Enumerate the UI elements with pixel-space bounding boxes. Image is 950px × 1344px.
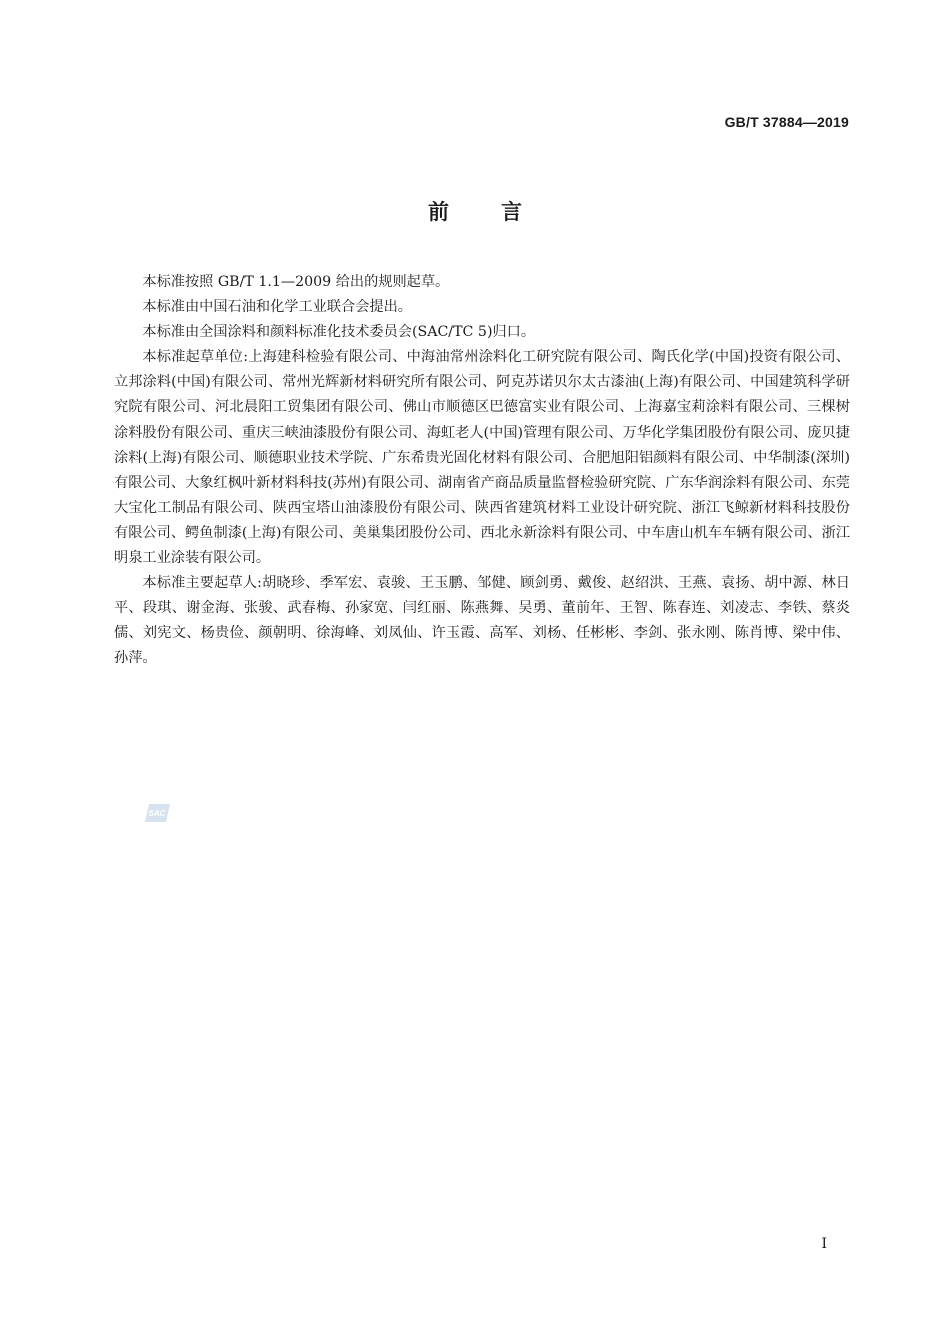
page-number: I bbox=[821, 1236, 827, 1252]
title-char-1: 前 bbox=[428, 200, 449, 224]
foreword-body bbox=[114, 270, 850, 672]
paragraph-proposer: 本标准由中国石油和化学工业联合会提出。 bbox=[142, 299, 412, 316]
sac-logo-watermark-icon bbox=[145, 802, 170, 824]
paragraph-drafting-units: 本标准起草单位:上海建科检验有限公司、中海油常州涂料化工研究院有限公司、陶氏化学(中国)投资有限公司、立邦涂料(中国)有限公司、常州光辉新材料研究所有限公司、阿克苏诺贝尔太古漆油(上海)有限公司、中国建筑科学研究院有限公司、河北晨阳工贸集团有限公司、佛山市顺德区巴德富实业有限公司、上海嘉宝莉涂料有限公司、三棵树涂料股份有限公司、重庆三峡油漆股份有限公司、海虹老人(中国)管理有限公司、万华化学集团股份有限公司、庞贝捷涂料(上海)有限公司、顺德职业技术学院、广东希贵光固化材料有限公司、合肥旭阳铝颜料有限公司、中华制漆(深圳)有限公司、大象红枫叶新材料科技(苏州)有限公司、湖南省产商品质量监督检验研究院、广东华润涂料有限公司、东莞大宝化工制品有限公司、陕西宝塔山油漆股份有限公司、陕西省建筑材料工业设计研究院、浙江飞鲸新材料科技股份有限公司、鳄鱼制漆(上海)有限公司、美巢集团股份公司、西北永新涂料有限公司、中车唐山机车车辆有限公司、浙江明泉工业涂装有限公司。 bbox=[114, 349, 850, 567]
page-title bbox=[0, 196, 950, 226]
title-char-2: 言 bbox=[501, 200, 522, 224]
standard-code: GB/T 37884—2019 bbox=[724, 114, 849, 130]
svg-text:SAC: SAC bbox=[148, 809, 166, 818]
paragraph-drafters: 本标准主要起草人:胡晓珍、季军宏、袁骏、王玉鹏、邹健、顾剑勇、戴俊、赵绍洪、王燕、袁扬、胡中源、林日平、段琪、谢金海、张骏、武春梅、孙家宽、闫红丽、陈燕舞、吴勇、董前年、王智、陈春连、刘凌志、李铁、蔡炎儒、刘宪文、杨贵俭、颜朝明、徐海峰、刘凤仙、许玉霞、高军、刘杨、任彬彬、李剑、张永刚、陈肖博、梁中伟、孙萍。 bbox=[114, 575, 850, 667]
paragraph-committee: 本标准由全国涂料和颜料标准化技术委员会(SAC/TC 5)归口。 bbox=[142, 324, 536, 341]
paragraph-drafting-rules: 本标准按照 GB/T 1.1—2009 给出的规则起草。 bbox=[142, 274, 450, 290]
